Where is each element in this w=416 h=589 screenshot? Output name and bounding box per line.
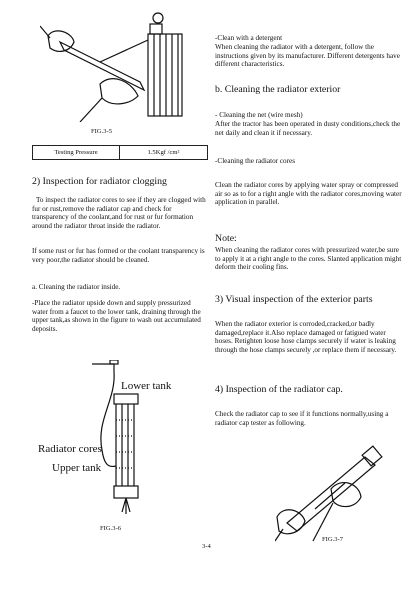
figure-caption-3-7: FIG.3-7 <box>322 536 344 543</box>
testing-pressure-label: Testing Pressure <box>33 146 120 160</box>
net-paragraph: After the tractor has been operated in dusty conditions,check the net daily and clean it if necessary. <box>215 120 401 137</box>
net-title: - Cleaning the net (wire mesh) <box>215 111 303 119</box>
detergent-title: -Clean with a detergent <box>215 34 283 42</box>
cores-title: -Cleaning the radiator cores <box>215 157 296 165</box>
testing-pressure-table <box>32 145 208 160</box>
heading-cleaning-exterior: b. Cleaning the radiator exterior <box>215 84 341 95</box>
paragraph-rust-fur: If some rust or fur has formed or the coolant transparency is very poor,the radiator should be cleaned. <box>32 247 205 264</box>
note-title: Note: <box>215 233 237 244</box>
paragraph-cleaning-inside: a. Cleaning the radiator inside. <box>32 283 121 291</box>
note-paragraph: When cleaning the radiator cores with pressurized water,be sure to apply it at a right angle to the cores. Slanted application might deform their cooling fins. <box>215 246 402 272</box>
detergent-paragraph: When cleaning the radiator with a detergent, follow the instructions given by its manufacturer. Different detergents have different characteristics. <box>215 43 400 69</box>
radiator-cap-paragraph: Check the radiator cap to see if it functions normally,using a radiator cap tester as following. <box>215 410 389 427</box>
page-number: 3-4 <box>202 543 211 550</box>
radiator-cap-tester-illustration <box>275 443 391 543</box>
visual-inspection-paragraph: When the radiator exterior is corroded,cracked,or badly damaged,replace it.Also replace damaged or fatigued water hoses. Retighten loose hose clamps securely if water is leaking through the hose clamps securely ,or replace them if necessary. <box>215 320 397 354</box>
label-lower-tank: Lower tank <box>121 380 172 392</box>
cores-paragraph: Clean the radiator cores by applying water spray or compressed air so as to for a right angle with the radiator cores,moving water application in parallel. <box>215 181 402 207</box>
paragraph-clogging-inspection: To inspect the radiator cores to see if they are clogged with fur or rust,remove the radiator cap and check for transparency of the coolant,and for rust or fur formation around the radiator throat inside the radiator. <box>32 196 206 230</box>
radiator-pressure-test-illustration <box>40 12 190 122</box>
testing-pressure-value: 1.5Kgf /cm² <box>120 146 208 160</box>
heading-radiator-clogging: 2) Inspection for radiator clogging <box>32 176 167 187</box>
paragraph-flush-procedure: -Place the radiator upside down and supply pressurized water from a faucet to the lower tank, draining through the upper tank,as shown in the figure to wash out accumulated deposits. <box>32 299 201 333</box>
heading-visual-inspection: 3) Visual inspection of the exterior parts <box>215 294 373 305</box>
heading-radiator-cap: 4) Inspection of the radiator cap. <box>215 384 343 395</box>
figure-caption-3-6: FIG.3-6 <box>100 525 122 532</box>
label-upper-tank: Upper tank <box>52 462 102 474</box>
figure-caption-3-5: FIG.3-5 <box>91 128 113 135</box>
label-radiator-cores: Radiator cores <box>38 443 102 455</box>
